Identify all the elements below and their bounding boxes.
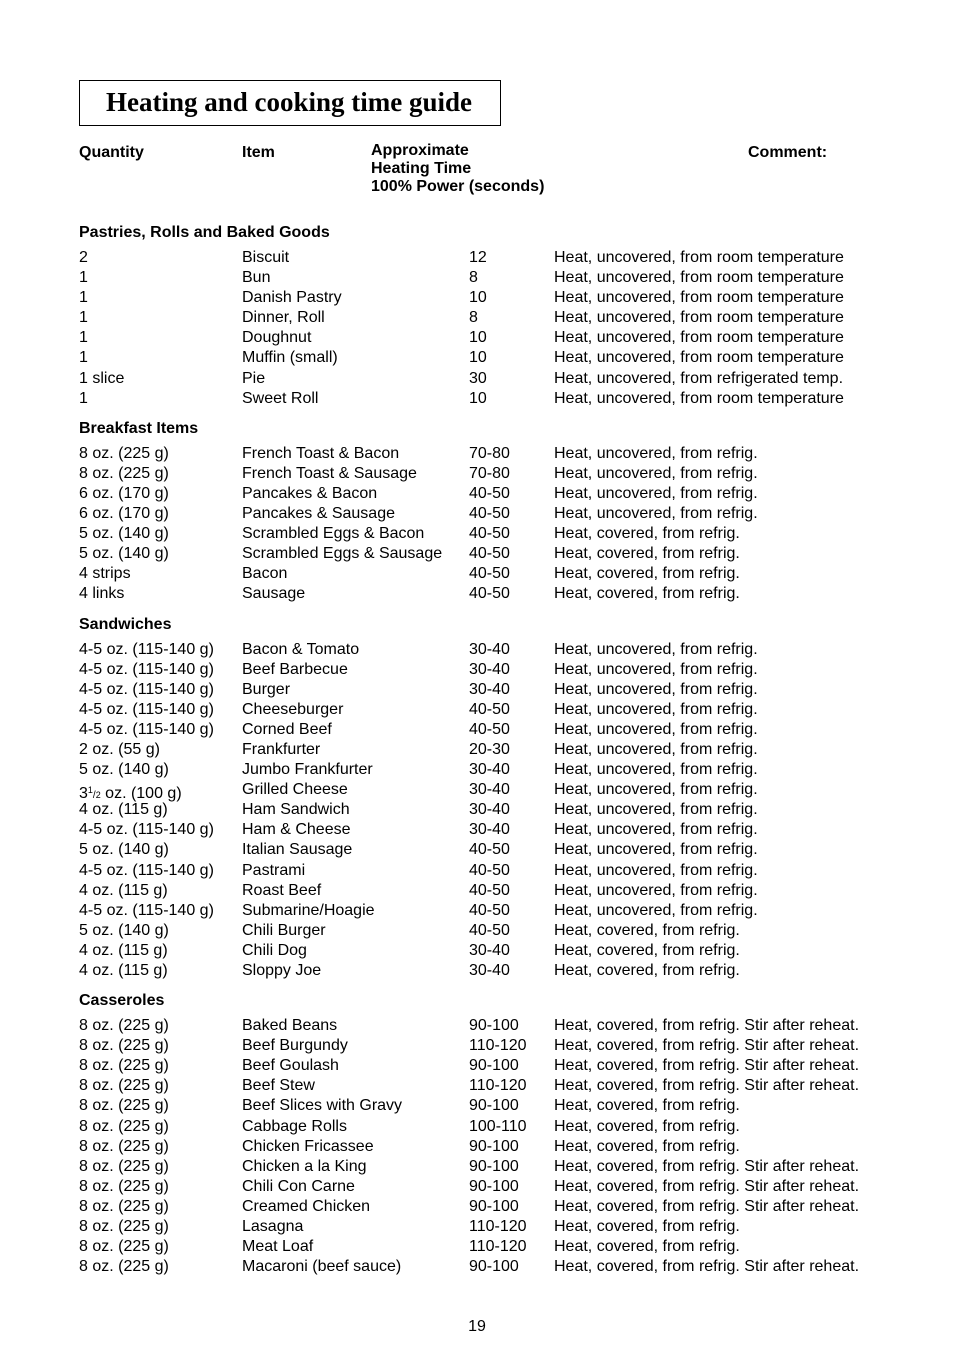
time-cell: 30 xyxy=(469,369,487,387)
comment-cell: Heat, covered, from refrig. xyxy=(554,585,740,603)
item-cell: Meat Loaf xyxy=(242,1238,314,1256)
time-cell: 90-100 xyxy=(469,1157,519,1175)
time-cell: 70-80 xyxy=(469,444,510,462)
table-row xyxy=(79,800,899,820)
table-row xyxy=(79,881,899,901)
time-cell: 10 xyxy=(469,329,487,347)
time-cell: 40-50 xyxy=(469,861,510,879)
quantity-cell: 8 oz. (225 g) xyxy=(79,1077,169,1095)
comment-cell: Heat, uncovered, from refrig. xyxy=(554,801,758,819)
item-cell: Bacon & Tomato xyxy=(242,640,360,658)
comment-cell: Heat, uncovered, from refrig. xyxy=(554,901,758,919)
time-cell: 30-40 xyxy=(469,781,510,799)
comment-cell: Heat, uncovered, from refrig. xyxy=(554,881,758,899)
item-cell: Scrambled Eggs & Sausage xyxy=(242,545,443,563)
table-row xyxy=(79,444,899,464)
comment-cell: Heat, covered, from refrig. Stir after reheat. xyxy=(554,1177,860,1195)
time-cell: 20-30 xyxy=(469,740,510,758)
quantity-cell: 4-5 oz. (115-140 g) xyxy=(79,660,214,678)
quantity-cell: 8 oz. (225 g) xyxy=(79,1197,169,1215)
quantity-cell: 4 oz. (115 g) xyxy=(79,881,168,899)
comment-cell: Heat, uncovered, from refrig. xyxy=(554,841,758,859)
time-cell: 30-40 xyxy=(469,640,510,658)
quantity-cell: 8 oz. (225 g) xyxy=(79,1137,169,1155)
section xyxy=(79,223,899,409)
comment-cell: Heat, covered, from refrig. xyxy=(554,1238,740,1256)
table-row xyxy=(79,760,899,780)
table-row xyxy=(79,464,899,484)
comment-cell: Heat, covered, from refrig. xyxy=(554,1218,740,1236)
item-cell: Ham Sandwich xyxy=(242,801,350,819)
item-cell: Beef Barbecue xyxy=(242,660,348,678)
item-cell: Pastrami xyxy=(242,861,306,879)
comment-cell: Heat, uncovered, from refrig. xyxy=(554,505,758,523)
comment-cell: Heat, covered, from refrig. Stir after reheat. xyxy=(554,1258,860,1276)
quantity-cell: 8 oz. (225 g) xyxy=(79,1177,169,1195)
header-time-line2: Heating Time xyxy=(371,160,472,177)
table-row xyxy=(79,700,899,720)
item-cell: Lasagna xyxy=(242,1218,304,1236)
time-cell: 40-50 xyxy=(469,921,510,939)
table-row xyxy=(79,389,899,409)
table-row xyxy=(79,840,899,860)
item-cell: Pancakes & Sausage xyxy=(242,505,395,523)
item-cell: Muffin (small) xyxy=(242,349,338,367)
comment-cell: Heat, uncovered, from refrig. xyxy=(554,720,758,738)
quantity-cell: 4-5 oz. (115-140 g) xyxy=(79,680,214,698)
table-row xyxy=(79,1217,899,1237)
quantity-cell: 8 oz. (225 g) xyxy=(79,1117,169,1135)
item-cell: Cabbage Rolls xyxy=(242,1117,347,1135)
item-cell: Beef Burgundy xyxy=(242,1037,348,1055)
comment-cell: Heat, uncovered, from refrig. xyxy=(554,740,758,758)
item-cell: Chicken Fricassee xyxy=(242,1137,374,1155)
table-row xyxy=(79,348,899,368)
quantity-cell: 5 oz. (140 g) xyxy=(79,525,169,543)
comment-cell: Heat, uncovered, from room temperature xyxy=(554,309,844,327)
item-cell: Creamed Chicken xyxy=(242,1197,371,1215)
section xyxy=(79,419,899,605)
table-row xyxy=(79,1237,899,1257)
item-cell: Bacon xyxy=(242,565,288,583)
comment-cell: Heat, covered, from refrig. xyxy=(554,962,740,979)
quantity-cell: 8 oz. (225 g) xyxy=(79,1258,169,1276)
section xyxy=(79,991,899,1277)
time-cell: 90-100 xyxy=(469,1097,519,1115)
time-cell: 40-50 xyxy=(469,565,510,583)
time-cell: 70-80 xyxy=(469,464,510,482)
time-cell: 40-50 xyxy=(469,901,510,919)
table-row xyxy=(79,369,899,389)
quantity-cell: $3^1/2$ oz. (100 g) xyxy=(79,785,182,803)
item-cell: Biscuit xyxy=(242,249,290,266)
item-cell: Scrambled Eggs & Bacon xyxy=(242,525,425,543)
item-cell: Chili Con Carne xyxy=(242,1177,355,1195)
item-cell: Beef Goulash xyxy=(242,1057,339,1075)
quantity-cell: 4 oz. (115 g) xyxy=(79,962,168,979)
comment-cell: Heat, uncovered, from refrig. xyxy=(554,484,758,502)
quantity-cell: 5 oz. (140 g) xyxy=(79,761,169,779)
time-cell: 10 xyxy=(469,349,487,367)
item-cell: French Toast & Bacon xyxy=(242,444,400,462)
comment-cell: Heat, covered, from refrig. xyxy=(554,921,740,939)
header-time xyxy=(371,142,544,196)
item-cell: Italian Sausage xyxy=(242,841,353,859)
time-cell: 40-50 xyxy=(469,841,510,859)
time-cell: 40-50 xyxy=(469,505,510,523)
time-cell: 30-40 xyxy=(469,941,510,959)
comment-cell: Heat, covered, from refrig. Stir after reheat. xyxy=(554,1077,860,1095)
item-cell: Sausage xyxy=(242,585,306,603)
item-cell: Dinner, Roll xyxy=(242,309,325,327)
table-row xyxy=(79,268,899,288)
time-cell: 10 xyxy=(469,389,487,407)
table-row xyxy=(79,640,899,660)
item-cell: Corned Beef xyxy=(242,720,332,738)
comment-cell: Heat, uncovered, from room temperature xyxy=(554,249,844,266)
table-row xyxy=(79,1076,899,1096)
time-cell: 90-100 xyxy=(469,1137,519,1155)
time-cell: 90-100 xyxy=(469,1177,519,1195)
time-cell: 8 xyxy=(469,269,478,287)
quantity-cell: 8 oz. (225 g) xyxy=(79,1157,169,1175)
cooking-guide-table xyxy=(79,223,899,1287)
page-number: 19 xyxy=(468,1318,486,1335)
comment-cell: Heat, uncovered, from refrigerated temp. xyxy=(554,369,844,387)
item-cell: Roast Beef xyxy=(242,881,322,899)
time-cell: 90-100 xyxy=(469,1017,519,1035)
time-cell: 110-120 xyxy=(469,1238,527,1256)
table-row xyxy=(79,288,899,308)
table-row xyxy=(79,308,899,328)
time-cell: 110-120 xyxy=(469,1218,527,1236)
section-title: Pastries, Rolls and Baked Goods xyxy=(79,224,330,241)
item-cell: Bun xyxy=(242,269,271,287)
quantity-cell: 8 oz. (225 g) xyxy=(79,464,169,482)
quantity-cell: 8 oz. (225 g) xyxy=(79,1097,169,1115)
time-cell: 30-40 xyxy=(469,680,510,698)
item-cell: Burger xyxy=(242,680,291,698)
comment-cell: Heat, uncovered, from refrig. xyxy=(554,761,758,779)
comment-cell: Heat, uncovered, from refrig. xyxy=(554,861,758,879)
time-cell: 10 xyxy=(469,289,487,307)
table-row xyxy=(79,564,899,584)
quantity-cell: 1 xyxy=(79,329,88,347)
item-cell: Beef Slices with Gravy xyxy=(242,1097,403,1115)
table-row xyxy=(79,1157,899,1177)
table-row xyxy=(79,1056,899,1076)
table-row xyxy=(79,584,899,604)
header-time-line1: Approximate xyxy=(371,142,469,159)
item-cell: Macaroni (beef sauce) xyxy=(242,1258,402,1276)
quantity-cell: 1 xyxy=(79,289,88,307)
time-cell: 90-100 xyxy=(469,1057,519,1075)
quantity-cell: 1 xyxy=(79,349,88,367)
table-row xyxy=(79,921,899,941)
comment-cell: Heat, uncovered, from refrig. xyxy=(554,700,758,718)
quantity-cell: 4-5 oz. (115-140 g) xyxy=(79,901,214,919)
item-cell: French Toast & Sausage xyxy=(242,464,417,482)
time-cell: 40-50 xyxy=(469,525,510,543)
comment-cell: Heat, covered, from refrig. Stir after reheat. xyxy=(554,1057,860,1075)
item-cell: Chili Dog xyxy=(242,941,307,959)
comment-cell: Heat, uncovered, from refrig. xyxy=(554,464,758,482)
comment-cell: Heat, covered, from refrig. xyxy=(554,565,740,583)
time-cell: 8 xyxy=(469,309,478,327)
title-box xyxy=(79,80,501,126)
quantity-cell: 8 oz. (225 g) xyxy=(79,444,169,462)
quantity-cell: 4-5 oz. (115-140 g) xyxy=(79,821,214,839)
table-row xyxy=(79,740,899,760)
header-quantity: Quantity xyxy=(79,144,144,161)
time-cell: 30-40 xyxy=(469,821,510,839)
quantity-cell: 4 strips xyxy=(79,565,131,583)
quantity-cell: 6 oz. (170 g) xyxy=(79,505,169,523)
quantity-cell: 4-5 oz. (115-140 g) xyxy=(79,720,214,738)
comment-cell: Heat, uncovered, from room temperature xyxy=(554,289,844,307)
table-row xyxy=(79,1096,899,1116)
item-cell: Danish Pastry xyxy=(242,289,342,307)
table-row xyxy=(79,680,899,700)
time-cell: 40-50 xyxy=(469,720,510,738)
time-cell: 30-40 xyxy=(469,962,510,979)
table-row xyxy=(79,941,899,961)
table-row xyxy=(79,780,899,803)
comment-cell: Heat, covered, from refrig. Stir after reheat. xyxy=(554,1037,860,1055)
time-cell: 100-110 xyxy=(469,1117,527,1135)
comment-cell: Heat, uncovered, from room temperature xyxy=(554,329,844,347)
time-cell: 30-40 xyxy=(469,660,510,678)
table-row xyxy=(79,660,899,680)
table-row xyxy=(79,901,899,921)
comment-cell: Heat, covered, from refrig. xyxy=(554,941,740,959)
quantity-cell: 2 xyxy=(79,249,88,266)
quantity-cell: 8 oz. (225 g) xyxy=(79,1238,169,1256)
table-row xyxy=(79,861,899,881)
page-title: Heating and cooking time guide xyxy=(106,87,473,117)
comment-cell: Heat, uncovered, from room temperature xyxy=(554,269,844,287)
table-row xyxy=(79,248,899,268)
comment-cell: Heat, covered, from refrig. Stir after reheat. xyxy=(554,1017,860,1035)
quantity-cell: 4 oz. (115 g) xyxy=(79,941,168,959)
item-cell: Submarine/Hoagie xyxy=(242,901,375,919)
item-cell: Sloppy Joe xyxy=(242,962,322,979)
comment-cell: Heat, uncovered, from refrig. xyxy=(554,660,758,678)
time-cell: 90-100 xyxy=(469,1197,519,1215)
comment-cell: Heat, uncovered, from refrig. xyxy=(554,781,758,799)
quantity-cell: 2 oz. (55 g) xyxy=(79,740,160,758)
comment-cell: Heat, uncovered, from refrig. xyxy=(554,444,758,462)
table-row xyxy=(79,1036,899,1056)
comment-cell: Heat, covered, from refrig. xyxy=(554,545,740,563)
quantity-cell: 8 oz. (225 g) xyxy=(79,1057,169,1075)
item-cell: Beef Stew xyxy=(242,1077,315,1095)
quantity-cell: 5 oz. (140 g) xyxy=(79,545,169,563)
item-cell: Pie xyxy=(242,369,266,387)
item-cell: Frankfurter xyxy=(242,740,321,758)
comment-cell: Heat, uncovered, from refrig. xyxy=(554,640,758,658)
time-cell: 12 xyxy=(469,249,487,266)
table-row xyxy=(79,524,899,544)
table-row xyxy=(79,1016,899,1036)
time-cell: 40-50 xyxy=(469,585,510,603)
item-cell: Doughnut xyxy=(242,329,312,347)
item-cell: Baked Beans xyxy=(242,1017,338,1035)
table-row xyxy=(79,1257,899,1277)
time-cell: 110-120 xyxy=(469,1077,527,1095)
time-cell: 30-40 xyxy=(469,761,510,779)
table-row xyxy=(79,1137,899,1157)
item-cell: Ham & Cheese xyxy=(242,821,351,839)
time-cell: 90-100 xyxy=(469,1258,519,1276)
item-cell: Cheeseburger xyxy=(242,700,344,718)
quantity-cell: 8 oz. (225 g) xyxy=(79,1218,169,1236)
item-cell: Chili Burger xyxy=(242,921,326,939)
quantity-cell: 1 xyxy=(79,389,88,407)
quantity-cell: 5 oz. (140 g) xyxy=(79,921,169,939)
comment-cell: Heat, covered, from refrig. xyxy=(554,525,740,543)
comment-cell: Heat, uncovered, from room temperature xyxy=(554,349,844,367)
table-row xyxy=(79,504,899,524)
header-time-line3: 100% Power (seconds) xyxy=(371,178,545,195)
quantity-cell: 8 oz. (225 g) xyxy=(79,1037,169,1055)
comment-cell: Heat, covered, from refrig. Stir after reheat. xyxy=(554,1157,860,1175)
header-comment: Comment: xyxy=(748,144,828,161)
quantity-cell: 8 oz. (225 g) xyxy=(79,1017,169,1035)
quantity-cell: 4-5 oz. (115-140 g) xyxy=(79,700,214,718)
section-title: Breakfast Items xyxy=(79,419,199,437)
quantity-cell: 4 links xyxy=(79,585,125,603)
table-row xyxy=(79,544,899,564)
comment-cell: Heat, covered, from refrig. xyxy=(554,1097,740,1115)
quantity-cell: 4-5 oz. (115-140 g) xyxy=(79,640,214,658)
table-row xyxy=(79,961,899,981)
time-cell: 40-50 xyxy=(469,484,510,502)
item-cell: Grilled Cheese xyxy=(242,781,348,799)
comment-cell: Heat, uncovered, from room temperature xyxy=(554,389,844,407)
quantity-cell: 5 oz. (140 g) xyxy=(79,841,169,859)
time-cell: 30-40 xyxy=(469,801,510,819)
time-cell: 40-50 xyxy=(469,545,510,563)
table-row xyxy=(79,820,899,840)
table-row xyxy=(79,720,899,740)
section xyxy=(79,615,899,982)
section-title: Casseroles xyxy=(79,992,165,1010)
time-cell: 40-50 xyxy=(469,881,510,899)
comment-cell: Heat, uncovered, from refrig. xyxy=(554,821,758,839)
table-row xyxy=(79,328,899,348)
item-cell: Jumbo Frankfurter xyxy=(242,761,373,779)
item-cell: Chicken a la King xyxy=(242,1157,367,1175)
time-cell: 110-120 xyxy=(469,1037,527,1055)
quantity-cell: 1 xyxy=(79,309,88,327)
quantity-cell: 4-5 oz. (115-140 g) xyxy=(79,861,214,879)
section-title: Sandwiches xyxy=(79,615,172,633)
item-cell: Sweet Roll xyxy=(242,389,319,407)
table-row xyxy=(79,1177,899,1197)
table-row xyxy=(79,484,899,504)
time-cell: 40-50 xyxy=(469,700,510,718)
quantity-cell: 1 xyxy=(79,269,88,287)
comment-cell: Heat, covered, from refrig. Stir after reheat. xyxy=(554,1197,860,1215)
item-cell: Pancakes & Bacon xyxy=(242,484,378,502)
table-row xyxy=(79,1197,899,1217)
comment-cell: Heat, covered, from refrig. xyxy=(554,1137,740,1155)
quantity-cell: 6 oz. (170 g) xyxy=(79,484,169,502)
quantity-cell: 4 oz. (115 g) xyxy=(79,801,168,819)
comment-cell: Heat, uncovered, from refrig. xyxy=(554,680,758,698)
comment-cell: Heat, covered, from refrig. xyxy=(554,1117,740,1135)
table-row xyxy=(79,1117,899,1137)
header-item: Item xyxy=(242,144,275,161)
quantity-cell: 1 slice xyxy=(79,369,125,387)
